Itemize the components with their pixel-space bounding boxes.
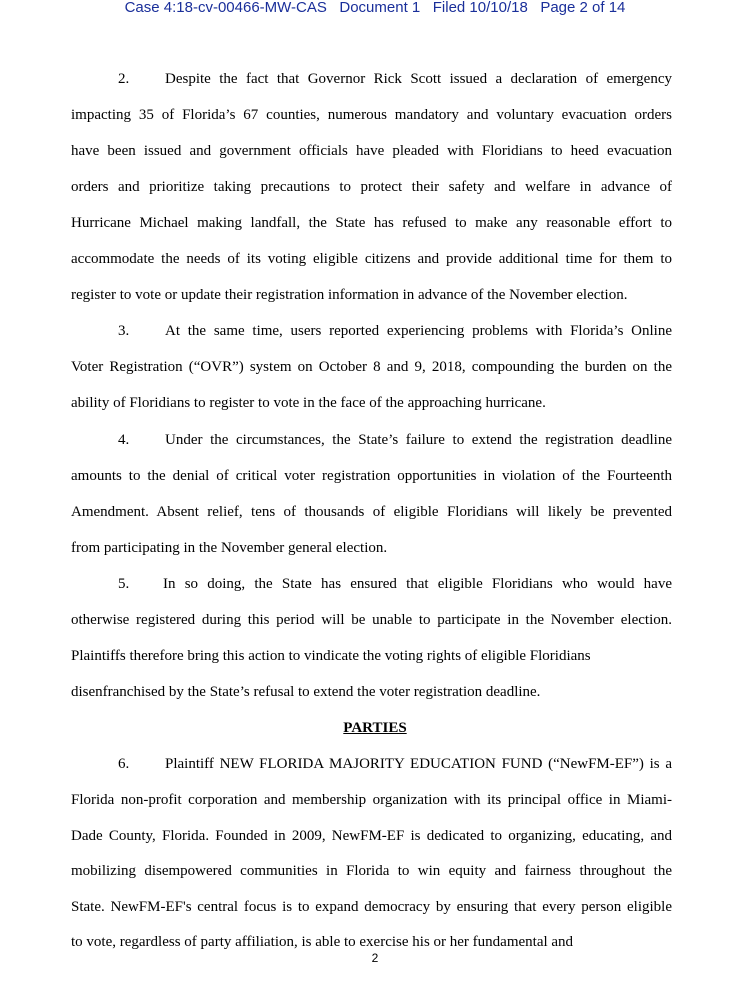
- paragraph-line: have been issued and government officials have pleaded with Floridians to heed evacuation: [71, 143, 672, 159]
- paragraph-first-line: Plaintiff NEW FLORIDA MAJORITY EDUCATION FUND (“NewFM-EF”) is a: [165, 756, 672, 772]
- paragraph-line: Hurricane Michael making landfall, the State has refused to make any reasonable effort to: [71, 215, 672, 231]
- paragraph-line: Plaintiffs therefore bring this action to vindicate the voting rights of eligible Floridians: [71, 648, 591, 664]
- paragraph-line: Amendment. Absent relief, tens of thousands of eligible Floridians will likely be prevented: [71, 504, 672, 520]
- paragraph-line: mobilizing disempowered communities in Florida to win equity and fairness throughout the: [71, 863, 672, 879]
- section-heading-parties: PARTIES: [343, 720, 407, 736]
- paragraph-line: impacting 35 of Florida’s 67 counties, numerous mandatory and voluntary evacuation orders: [71, 107, 672, 123]
- ecf-case-header: Case 4:18-cv-00466-MW-CAS Document 1 Filed 10/10/18 Page 2 of 14: [124, 0, 626, 16]
- paragraph-first-line: Under the circumstances, the State’s failure to extend the registration deadline: [165, 432, 672, 448]
- paragraph-number: 5.: [118, 576, 130, 592]
- paragraph-line: amounts to the denial of critical voter registration opportunities in violation of the Fourteenth: [71, 468, 672, 484]
- paragraph-line: from participating in the November general election.: [71, 540, 388, 556]
- paragraph-line: otherwise registered during this period will be unable to participate in the November election.: [71, 612, 672, 628]
- paragraph-number: 6.: [118, 756, 130, 772]
- paragraph-line: Voter Registration (“OVR”) system on October 8 and 9, 2018, compounding the burden on the: [71, 359, 672, 375]
- page-number: 2: [371, 951, 379, 965]
- paragraph-line: Dade County, Florida. Founded in 2009, NewFM-EF is dedicated to organizing, educating, and: [71, 828, 672, 844]
- paragraph-line: orders and prioritize taking precautions to protect their safety and welfare in advance of: [71, 179, 672, 195]
- paragraph-number: 3.: [118, 323, 130, 339]
- paragraph-line: Florida non-profit corporation and membership organization with its principal office in Miami-: [71, 792, 672, 808]
- paragraph-first-line: At the same time, users reported experiencing problems with Florida’s Online: [165, 323, 672, 339]
- paragraph-line: disenfranchised by the State’s refusal to extend the voter registration deadline.: [71, 684, 541, 700]
- paragraph-number: 2.: [118, 71, 130, 87]
- paragraph-number: 4.: [118, 432, 130, 448]
- paragraph-first-line: In so doing, the State has ensured that eligible Floridians who would have: [163, 576, 672, 592]
- paragraph-line: ability of Floridians to register to vote in the face of the approaching hurricane.: [71, 395, 546, 411]
- paragraph-line: register to vote or update their registration information in advance of the November election.: [71, 287, 628, 303]
- paragraph-first-line: Despite the fact that Governor Rick Scott issued a declaration of emergency: [165, 71, 672, 87]
- paragraph-line: accommodate the needs of its voting eligible citizens and provide additional time for them to: [71, 251, 672, 267]
- paragraph-line: State. NewFM-EF's central focus is to expand democracy by ensuring that every person eligible: [71, 899, 672, 915]
- paragraph-line: to vote, regardless of party affiliation, is able to exercise his or her fundamental and: [71, 934, 574, 950]
